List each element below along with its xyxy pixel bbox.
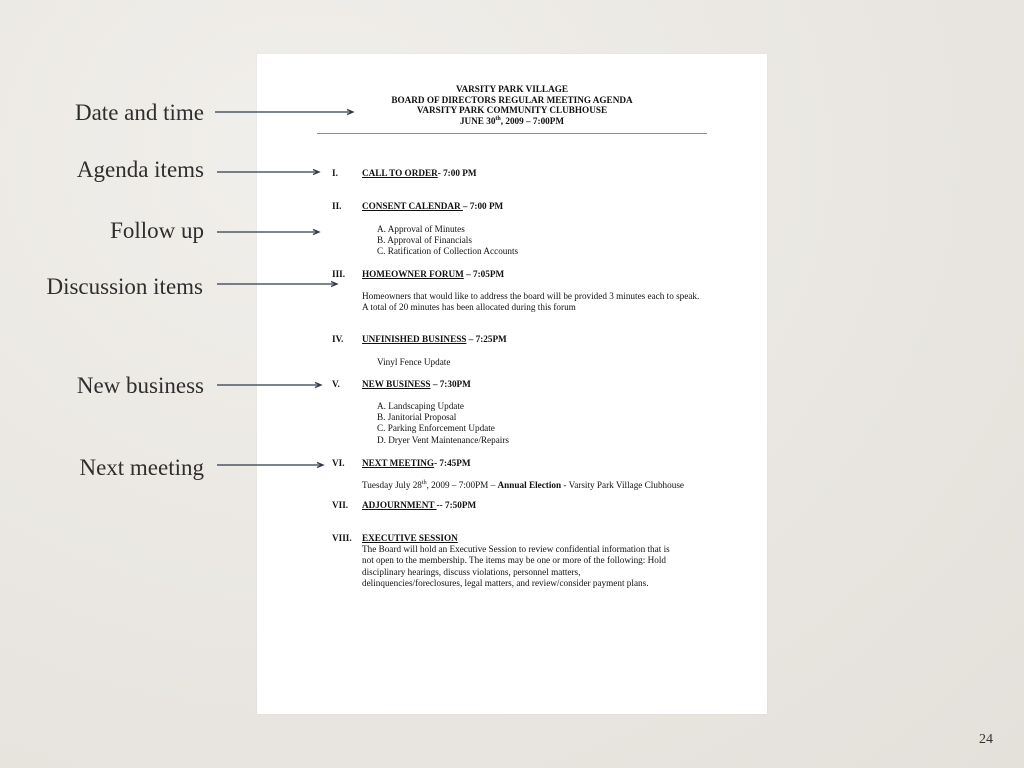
forum-text-line-1: Homeowners that would like to address the board will be provided 3 minutes each to speak. [362, 291, 700, 301]
header-divider [317, 133, 707, 134]
list-item: B. Approval of Financials [377, 235, 472, 245]
section-adjournment: ADJOURNMENT -- 7:50PM [362, 500, 477, 510]
executive-text-line-1: The Board will hold an Executive Session to review confidential information that is [362, 544, 670, 554]
section-next-meeting: NEXT MEETING- 7:45PM [362, 458, 471, 468]
header-line-4: JUNE 30th, 2009 – 7:00PM [459, 115, 565, 126]
section-number: V. [332, 379, 340, 389]
section-new-business: NEW BUSINESS – 7:30PM [362, 379, 471, 389]
page-number: 24 [979, 732, 993, 747]
section-number: VII. [332, 500, 349, 510]
section-number: II. [332, 201, 342, 211]
section-number: IV. [332, 334, 344, 344]
header-line-3: VARSITY PARK COMMUNITY CLUBHOUSE [416, 105, 608, 115]
callout-date-time: Date and time [74, 100, 204, 125]
section-number: VIII. [332, 533, 352, 543]
executive-text-line-3: disciplinary hearings, discuss violations, personnel matters, [362, 567, 581, 577]
section-executive-session: EXECUTIVE SESSION [362, 533, 458, 543]
callout-next-meeting: Next meeting [79, 455, 204, 480]
callout-agenda-items: Agenda items [76, 157, 204, 182]
header-line-1: VARSITY PARK VILLAGE [456, 84, 568, 94]
list-item: C. Ratification of Collection Accounts [377, 246, 519, 256]
section-number: VI. [332, 458, 345, 468]
section-homeowner-forum: HOMEOWNER FORUM – 7:05PM [362, 269, 505, 279]
list-item: A. Approval of Minutes [377, 224, 465, 234]
header-line-2: BOARD OF DIRECTORS REGULAR MEETING AGENDA [391, 94, 633, 105]
callout-discussion-items: Discussion items [46, 274, 203, 299]
executive-text-line-2: not open to the membership. The items may be one or more of the following: Hold [362, 555, 666, 565]
callout-new-business: New business [76, 373, 204, 398]
section-number: III. [332, 269, 346, 279]
section-number: I. [332, 168, 338, 178]
callout-follow-up: Follow up [110, 218, 204, 243]
list-item: A. Landscaping Update [377, 401, 464, 411]
next-meeting-details: Tuesday July 28th, 2009 – 7:00PM – Annual Election - Varsity Park Village Clubhouse [362, 479, 684, 490]
document-header [257, 84, 767, 126]
agenda-document [257, 54, 767, 714]
list-item: Vinyl Fence Update [377, 357, 451, 367]
forum-text-line-2: A total of 20 minutes has been allocated during this forum [362, 302, 576, 312]
section-call-to-order: CALL TO ORDER- 7:00 PM [362, 168, 477, 178]
list-item: D. Dryer Vent Maintenance/Repairs [377, 435, 509, 445]
list-item: B. Janitorial Proposal [377, 412, 457, 422]
list-item: C. Parking Enforcement Update [377, 423, 495, 433]
section-consent-calendar: CONSENT CALENDAR – 7:00 PM [362, 201, 504, 211]
executive-text-line-4: delinquencies/foreclosures, legal matters, and review/consider payment plans. [362, 578, 649, 588]
section-unfinished-business: UNFINISHED BUSINESS – 7:25PM [362, 334, 507, 344]
